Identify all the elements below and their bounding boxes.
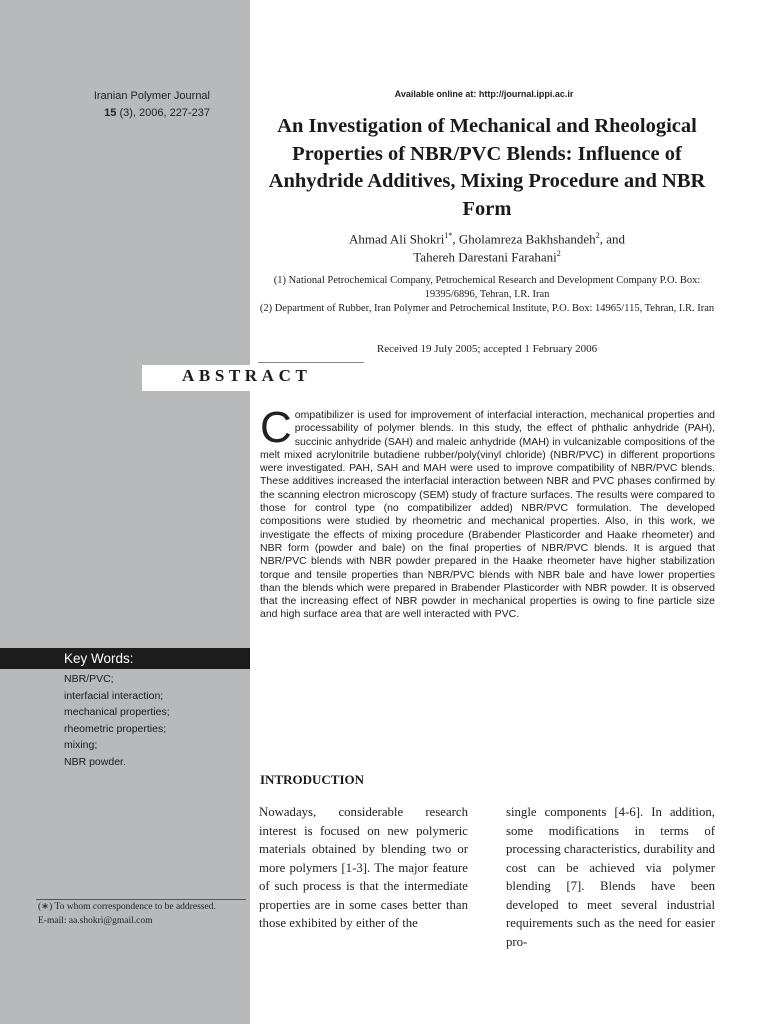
journal-volume: 15 bbox=[104, 107, 117, 119]
footnote-email[interactable]: E-mail: aa.shokri@gmail.com bbox=[38, 915, 153, 926]
keyword-item: rheometric properties; bbox=[64, 722, 167, 735]
keyword-item: NBR powder. bbox=[64, 755, 126, 768]
author-3-name: Tahereh Darestani Farahani bbox=[413, 249, 557, 265]
author-1-sup: 1* bbox=[444, 231, 453, 240]
author-2-name: , Gholamreza Bakhshandeh bbox=[452, 231, 596, 247]
keyword-item: NBR/PVC; bbox=[64, 673, 114, 685]
author-list bbox=[258, 228, 716, 265]
abstract-text: ompatibilizer is used for improvement of interfacial interaction, mechanical properties and processability of polymer blends. In this study, the effect of phthalic anhydride (PAH), succinic anhydride (SAH) and maleic anhydride (MAH) in vulcanizable compositions of the melt mixed acrylonitrile butadiene rubber/poly(vinyl chloride) (NBR/PVC) in different proportions were investigated. PAH, SAH and MAH were used to improve compatibility of NBR/PVC blends. These additives increased the interfacial interaction between NBR and PVC phases confirmed by the scanning electron microscopy (SEM) study of fracture surfaces. The results were compared to those for control type (no compatibilizer added) NBR/PVC formulation. The developed compositions were studied by rheometric and mechanical properties. Also, in this work, we investigate the effects of mixing procedure (Brabender Plasticorder and Haake rheometer) and NBR form (powder and bale) on the final properties of NBR/PVC blends. It is argued that NBR/PVC blends with NBR powder prepared in the Haake rheometer have higher stabilization torque and tensile properties than NBR/PVC blends with NBR bale and have lower properties than the blends which were prepared in Brabender Plasticorder with NBR powder. It is observed that the increasing effect of NBR powder in mechanical properties is owing to fine particle size and high surface area that are well interacted with PVC. bbox=[260, 409, 715, 621]
keyword-item: mechanical properties; bbox=[64, 706, 170, 718]
received-dates: Received 19 July 2005; accepted 1 February 2006 bbox=[376, 343, 598, 355]
introduction-column-1: Nowadays, considerable research interest is focused on new polymeric materials obtained by blending two or more polymers [1-3]. The major feature of such process is that the intermediate properties are in some cases better than those exhibited by either of the bbox=[259, 805, 468, 930]
author-2-sup: 2 bbox=[595, 231, 600, 240]
affiliations bbox=[258, 274, 716, 316]
author-3-sup: 2 bbox=[556, 249, 561, 259]
author-1-name: Ahmad Ali Shokri bbox=[349, 231, 445, 247]
affiliation-1: (1) National Petrochemical Company, Petrochemical Research and Development Company P.O. Box: 19395/6896, Tehran, I.R. Iran bbox=[273, 275, 701, 300]
author-and: , and bbox=[599, 231, 625, 247]
abstract-heading: ABSTRACT bbox=[182, 366, 312, 385]
abstract-dropcap: C bbox=[260, 403, 292, 452]
keyword-item: interfacial interaction; bbox=[64, 689, 164, 702]
footnote-rule bbox=[36, 899, 246, 900]
keyword-item: mixing; bbox=[64, 739, 98, 751]
journal-name: Iranian Polymer Journal bbox=[93, 90, 210, 102]
introduction-column-2: single components [4-6]. In addition, some modifications in terms of processing characteristics, durability and cost can be achieved via polymer blending [7]. Blends have been developed to meet several industrial requirements such as the need for easier pro- bbox=[506, 805, 715, 949]
keywords-list bbox=[64, 671, 170, 770]
keywords-heading: Key Words: bbox=[64, 651, 134, 666]
journal-issue-pages: (3), 2006, 227-237 bbox=[116, 107, 210, 119]
introduction-heading: INTRODUCTION bbox=[260, 772, 365, 787]
divider-rule bbox=[258, 362, 364, 363]
abstract-text-block bbox=[260, 403, 715, 622]
correspondence-footnote bbox=[38, 901, 248, 928]
affiliation-2: (2) Department of Rubber, Iran Polymer and Petrochemical Institute, P.O. Box: 14965/115, Tehran, I.R. Iran bbox=[259, 303, 715, 314]
footnote-correspondence: (∗) To whom correspondence to be addressed. bbox=[38, 902, 216, 912]
journal-citation bbox=[60, 88, 210, 122]
journal-volume-line bbox=[60, 105, 210, 122]
available-online-link[interactable]: Available online at: http://journal.ippi.ac.ir bbox=[394, 89, 574, 99]
left-sidebar-panel bbox=[0, 0, 250, 1024]
paper-title: An Investigation of Mechanical and Rheological Properties of NBR/PVC Blends: Influence of Anhydride Additives, Mixing Procedure and NBR Form bbox=[268, 115, 706, 220]
